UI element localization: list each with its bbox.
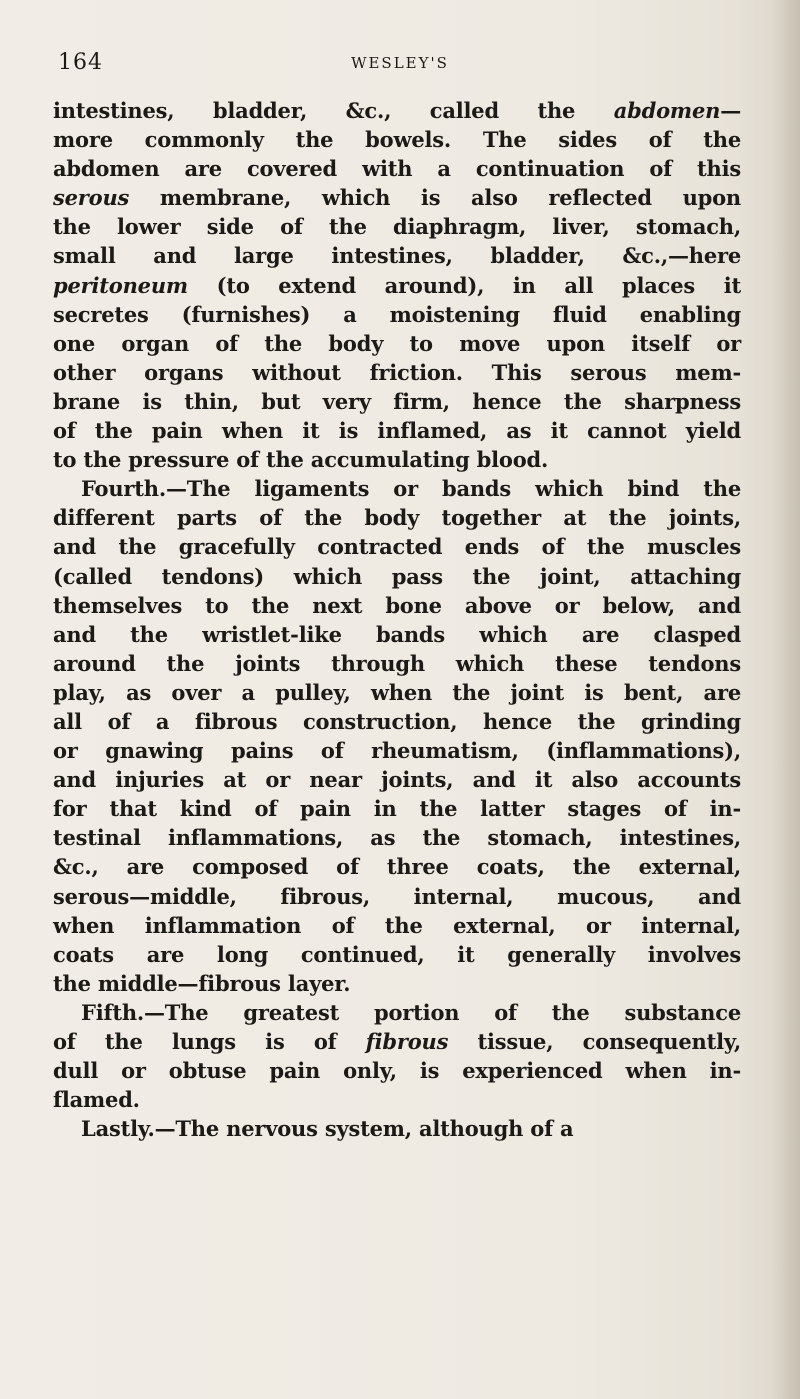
text-line	[53, 474, 741, 503]
text-run: coats are long continued, it generally involves	[53, 941, 741, 967]
text-run: more commonly the bowels. The sides of the	[53, 127, 741, 153]
text-line	[53, 911, 741, 940]
text-line	[53, 241, 741, 270]
text-line	[53, 765, 741, 794]
text-run: Lastly.—The nervous system, although of a	[81, 1116, 574, 1142]
page-header	[58, 50, 742, 80]
text-line	[53, 794, 741, 823]
text-line	[53, 1114, 741, 1143]
text-run: flamed.	[53, 1087, 140, 1113]
text-line	[53, 882, 741, 911]
italic-term: abdomen	[613, 98, 721, 123]
text-line	[53, 736, 741, 765]
text-line	[53, 154, 741, 183]
body-text	[53, 96, 741, 1143]
text-run: all of a fibrous construction, hence the grinding	[53, 708, 741, 734]
text-run: intestines, bladder, &c., called the	[53, 98, 614, 123]
text-line	[53, 823, 741, 852]
text-line	[53, 445, 741, 474]
text-run: of the lungs is of	[53, 1029, 366, 1054]
italic-term: peritoneum	[53, 272, 188, 298]
text-run: testinal inflammations, as the stomach, intestines,	[53, 825, 741, 851]
text-line	[53, 271, 741, 300]
page-number: 164	[58, 50, 103, 75]
text-run: abdomen are covered with a continuation of this	[53, 156, 741, 182]
text-line	[53, 1085, 741, 1114]
text-run: or gnawing pains of rheumatism, (inflammations),	[53, 738, 741, 764]
text-run: brane is thin, but very firm, hence the sharpness	[53, 388, 741, 414]
text-run: play, as over a pulley, when the joint is bent, are	[53, 679, 741, 705]
text-run: (to extend around), in all places it	[187, 272, 741, 298]
text-line	[53, 532, 741, 561]
text-run: small and large intestines, bladder, &c.,—here	[53, 243, 741, 269]
text-line	[53, 707, 741, 736]
text-run: membrane, which is also reflected upon	[129, 185, 741, 211]
text-line	[53, 678, 741, 707]
italic-term: fibrous	[365, 1029, 449, 1054]
text-run: and injuries at or near joints, and it also accounts	[53, 767, 741, 793]
text-run: other organs without friction. This serous mem-	[53, 359, 741, 385]
text-line	[53, 620, 741, 649]
text-line	[53, 358, 741, 387]
text-line	[53, 503, 741, 532]
text-run: for that kind of pain in the latter stages of in-	[53, 796, 741, 822]
text-line	[53, 183, 741, 212]
running-head: WESLEY'S	[351, 54, 449, 72]
text-run: the lower side of the diaphragm, liver, stomach,	[53, 214, 741, 240]
text-line	[53, 562, 741, 591]
text-run: tissue, consequently,	[448, 1029, 741, 1054]
text-line	[53, 212, 741, 241]
text-run: around the joints through which these tendons	[53, 650, 741, 676]
text-run: when inflammation of the external, or internal,	[53, 912, 741, 938]
text-line	[53, 852, 741, 881]
text-run: and the wristlet-like bands which are clasped	[53, 621, 741, 647]
text-run: Fifth.—The greatest portion of the substance	[81, 999, 741, 1025]
text-line	[53, 329, 741, 358]
text-run: one organ of the body to move upon itself or	[53, 330, 741, 356]
text-run: the middle—fibrous layer.	[53, 970, 351, 996]
page-edge-shadow	[772, 0, 800, 1399]
text-run: and the gracefully contracted ends of the muscles	[53, 534, 741, 560]
text-run: of the pain when it is inflamed, as it cannot yield	[53, 418, 741, 444]
text-line	[53, 387, 741, 416]
text-line	[53, 1056, 741, 1085]
text-run: dull or obtuse pain only, is experienced when in-	[53, 1058, 741, 1084]
text-run: Fourth.—The ligaments or bands which bind the	[81, 476, 741, 502]
text-run: secretes (furnishes) a moistening fluid enabling	[53, 301, 741, 327]
text-line	[53, 940, 741, 969]
text-line	[53, 300, 741, 329]
text-line	[53, 1027, 741, 1056]
text-line	[53, 969, 741, 998]
text-line	[53, 591, 741, 620]
text-line	[53, 416, 741, 445]
text-run: —	[720, 98, 741, 123]
text-run: different parts of the body together at the joints,	[53, 505, 741, 531]
text-run: (called tendons) which pass the joint, attaching	[53, 563, 741, 589]
text-run: themselves to the next bone above or below, and	[53, 592, 741, 618]
text-line	[53, 998, 741, 1027]
text-line	[53, 125, 741, 154]
text-run: to the pressure of the accumulating blood.	[53, 447, 549, 473]
italic-term: serous	[53, 185, 130, 211]
text-run: serous—middle, fibrous, internal, mucous, and	[53, 883, 741, 909]
text-line	[53, 649, 741, 678]
text-line	[53, 96, 741, 125]
text-run: &c., are composed of three coats, the external,	[53, 854, 741, 880]
